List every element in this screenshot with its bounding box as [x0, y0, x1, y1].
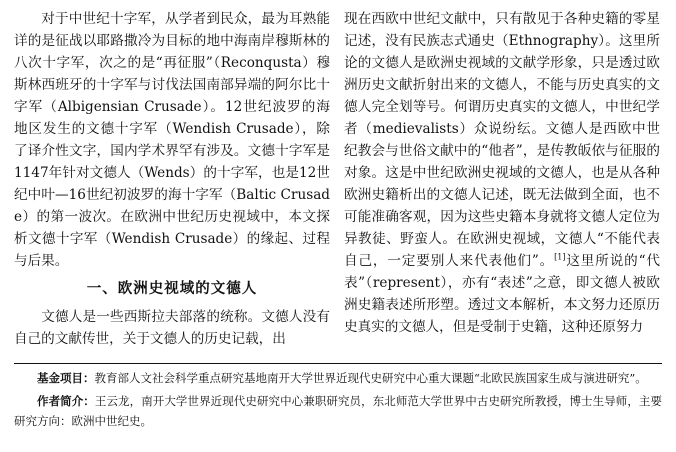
author-label: 作者简介：	[37, 394, 95, 408]
fund-text: 教育部人文社会科学重点研究基地南开大学世界近现代史研究中心重大课题“北欧民族国家生成与演进研究”。	[94, 371, 647, 385]
wends-paragraph-start: 文德人是一些西斯拉夫部落的统称。文德人没有自己的文献传世，关于文德人的历史记载，出	[14, 309, 330, 347]
author-text: 王云龙，南开大学世界近现代史研究中心兼职研究员，东北师范大学世界中古史研究所教授，博士生导师，主要研究方向：欧洲中世纪史。	[14, 394, 663, 428]
citation-marker[interactable]: [1]	[554, 252, 566, 262]
footnote-divider	[14, 363, 662, 364]
section-heading: 一、欧洲史视域的文德人	[86, 281, 258, 297]
wends-paragraph-part-a: 现在西欧中世纪文献中，只有散见于各种史籍的零星记述，没有民族志式通史（Ethnography）。这里所论的文德人是欧洲史视域的文献学形象，只是透过欧洲历史文献折射出来的文德人，不能与历史真实的文德人完全划等号。何谓历史真实的文德人，中世纪学者（medievalists）众说纷纭。文德人是西欧中世纪教会与世俗文献中的“他者”，是传教皈依与征服的对象。这是中世纪欧洲史视域的文德人，也是从各种欧洲史籍析出的文德人记述，既无法做到全面，也不可能准确客观，因为这些史籍本身就将文德人定位为异教徒、野蛮人。在欧洲史视域，文德人“不能代表自己，一定要别人来代表他们”。	[344, 11, 660, 269]
fund-footnote	[14, 368, 662, 388]
fund-label: 基金项目：	[37, 371, 95, 385]
intro-paragraph: 对于中世纪十字军，从学者到民众，最为耳熟能详的是征战以耶路撒冷为目标的地中海南岸穆斯林的八次十字军，次之的是“再征服”（Reconqusta）穆斯林西班牙的十字军与讨伐法国南部异端的阿尔比十字军（Albigensian Crusade）。12世纪波罗的海地区发生的文德十字军（Wendish Crusade），除了译介性文字，国内学术界罕有涉及。文德十字军是1147年针对文德人（Wends）的十字军，也是12世纪中叶—16世纪初波罗的海十字军（Baltic Crusade）的第一波次。在欧洲中世纪历史视域中，本文探析文德十字军（Wendish Crusade）的缘起、过程与后果。	[14, 11, 330, 269]
left-column	[14, 8, 330, 350]
wends-paragraph-continued	[344, 8, 660, 338]
right-column	[344, 8, 660, 338]
footnotes	[14, 368, 662, 434]
author-footnote	[14, 391, 662, 431]
wends-paragraph-part-b: 这里所说的“代表”（represent），亦有“表述”之意，即文德人被欧洲史籍表述所形塑。透过文本解析，本文努力还原历史真实的文德人，但是受制于史籍，这种还原努力	[344, 253, 661, 335]
